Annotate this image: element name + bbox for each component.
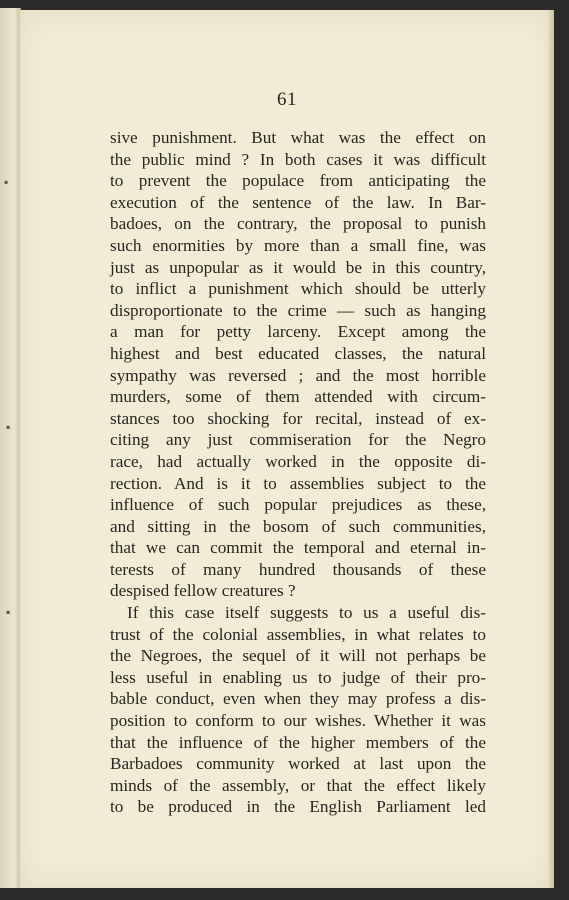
binding-mark: ▪ bbox=[6, 605, 11, 619]
text-line: the public mind ? In both cases it was difficult bbox=[110, 149, 486, 169]
book-page bbox=[20, 10, 554, 888]
text-line: murders, some of them attended with circum- bbox=[110, 387, 486, 407]
text-line: just as unpopular as it would be in this country, bbox=[110, 257, 486, 277]
page-edge-shadow bbox=[548, 10, 554, 888]
text-line: disproportionate to the crime — such as hanging bbox=[110, 300, 486, 320]
text-line: minds of the assembly, or that the effect likely bbox=[110, 775, 486, 795]
text-line: citing any just commiseration for the Negro bbox=[110, 430, 486, 450]
binding-mark: ▪ bbox=[4, 175, 9, 189]
text-line: race, had actually worked in the opposite di- bbox=[110, 451, 486, 471]
text-line: execution of the sentence of the law. In Bar- bbox=[110, 192, 486, 212]
text-line: If this case itself suggests to us a useful dis- bbox=[127, 603, 486, 623]
text-line: sive punishment. But what was the effect on bbox=[110, 128, 486, 147]
text-line: sympathy was reversed ; and the most horrible bbox=[110, 365, 486, 385]
facing-page-edge bbox=[0, 8, 21, 888]
text-line: that the influence of the higher members of the bbox=[110, 732, 486, 752]
text-line: Barbadoes community worked at last upon the bbox=[110, 754, 486, 774]
text-line: rection. And is it to assemblies subject to the bbox=[110, 473, 486, 493]
text-line: badoes, on the contrary, the proposal to punish bbox=[110, 214, 486, 234]
text-line: to prevent the populace from anticipating the bbox=[110, 171, 486, 191]
text-line: to inflict a punishment which should be utterly bbox=[110, 279, 486, 299]
text-line: the Negroes, the sequel of it will not perhaps be bbox=[110, 646, 486, 666]
text-line: bable conduct, even when they may profess a dis- bbox=[110, 689, 486, 709]
text-line: to be produced in the English Parliament led bbox=[110, 797, 486, 817]
text-line: stances too shocking for recital, instead of ex- bbox=[110, 408, 486, 428]
text-line: influence of such popular prejudices as these, bbox=[110, 495, 486, 515]
text-line: trust of the colonial assemblies, in what relates to bbox=[110, 624, 486, 644]
text-line: position to conform to our wishes. Whether it was bbox=[110, 711, 486, 731]
text-line: despised fellow creatures ? bbox=[110, 581, 296, 601]
text-line: such enormities by more than a small fine, was bbox=[110, 235, 486, 255]
text-line: that we can commit the temporal and eternal in- bbox=[110, 538, 486, 558]
page-body-text bbox=[110, 127, 486, 818]
text-line: terests of many hundred thousands of these bbox=[110, 559, 486, 579]
text-line: a man for petty larceny. Except among the bbox=[110, 322, 486, 342]
page-number: 61 bbox=[277, 89, 297, 110]
text-line: less useful in enabling us to judge of their pro- bbox=[110, 667, 486, 687]
text-line: and sitting in the bosom of such communities, bbox=[110, 516, 486, 536]
binding-mark: ▪ bbox=[6, 420, 11, 434]
text-line: highest and best educated classes, the natural bbox=[110, 343, 486, 363]
